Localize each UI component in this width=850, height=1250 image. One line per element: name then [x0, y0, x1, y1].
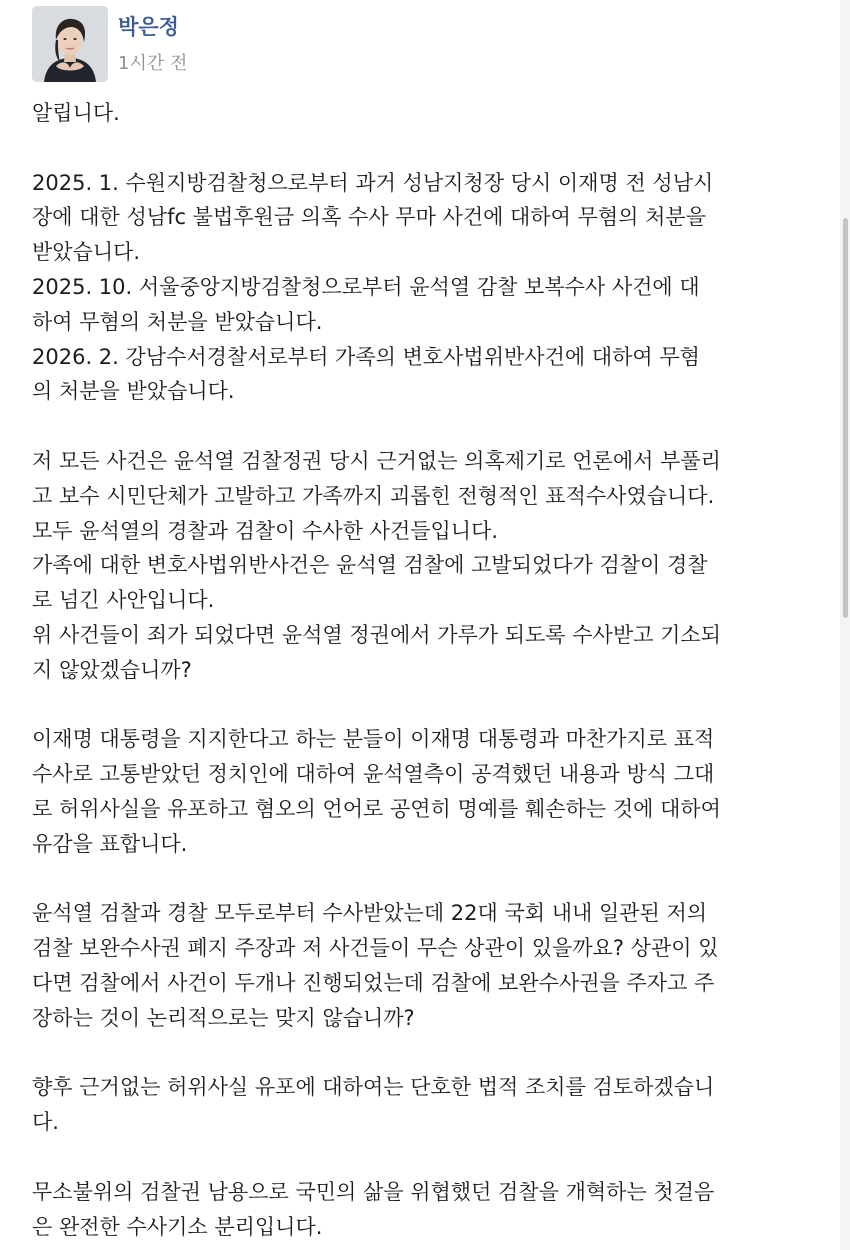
body-line: 2025. 10. 서울중앙지방검찰청으로부터 윤석열 감찰 보복수사 사건에 대	[32, 274, 700, 299]
body-line: 다면 검찰에서 사건이 두개나 진행되었는데 검찰에 보완수사권을 주자고 주	[32, 970, 715, 995]
post-timestamp[interactable]: 1시간 전	[118, 53, 188, 74]
paragraph-gap	[32, 1140, 818, 1175]
body-line: 가족에 대한 변호사법위반사건은 윤석열 검찰에 고발되었다가 검찰이 경찰	[32, 553, 708, 578]
body-line: 위 사건들이 죄가 되었다면 윤석열 정권에서 가루가 되도록 수사받고 기소되	[32, 622, 721, 647]
body-line: 무소불위의 검찰권 남용으로 국민의 삶을 위협했던 검찰을 개혁하는 첫걸음	[32, 1179, 715, 1204]
body-line: 이재명 대통령을 지지한다고 하는 분들이 이재명 대통령과 마찬가지로 표적	[32, 727, 715, 752]
body-line: 장에 대한 성남fc 불법후원금 의혹 수사 무마 사건에 대하여 무혐의 처분을	[32, 205, 706, 230]
paragraph-gap	[32, 1036, 818, 1071]
body-line: 저 모든 사건은 윤석열 검찰정권 당시 근거없는 의혹제기로 언론에서 부풀리	[32, 448, 721, 473]
body-line: 하여 무혐의 처분을 받았습니다.	[32, 309, 323, 334]
body-line: 다.	[32, 1110, 59, 1135]
paragraph-gap	[32, 409, 818, 444]
body-line: 로 허위사실을 유포하고 혐오의 언어로 공연히 명예를 훼손하는 것에 대하여	[32, 796, 721, 821]
body-line: 로 넘긴 사안입니다.	[32, 588, 215, 613]
body-line: 은 완전한 수사기소 분리입니다.	[32, 1214, 323, 1239]
paragraph-gap	[32, 131, 818, 166]
body-line: 윤석열 검찰과 경찰 모두로부터 수사받았는데 22대 국회 내내 일관된 저의	[32, 901, 708, 926]
scrollbar[interactable]	[840, 0, 850, 1250]
paragraph-reform	[32, 1175, 818, 1245]
paragraph-targeted-investigation	[32, 444, 818, 688]
author-name[interactable]: 박은정	[118, 15, 179, 39]
post-body	[32, 96, 818, 1244]
paragraph-announce	[32, 96, 818, 131]
paragraph-legal-action	[32, 1070, 818, 1140]
body-line: 의 처분을 받았습니다.	[32, 379, 235, 404]
avatar[interactable]	[32, 6, 108, 82]
body-line: 유감을 표합니다.	[32, 831, 188, 856]
body-line: 2026. 2. 강남수서경찰서로부터 가족의 변호사법위반사건에 대하여 무혐	[32, 344, 700, 369]
paragraph-supplementary-investigation	[32, 896, 818, 1035]
paragraph-regret	[32, 722, 818, 861]
body-line: 지 않았겠습니까?	[32, 657, 192, 682]
profile-photo-icon	[32, 6, 108, 82]
scrollbar-thumb[interactable]	[843, 218, 848, 618]
body-line: 장하는 것이 논리적으로는 맞지 않습니까?	[32, 1005, 415, 1030]
body-line: 검찰 보완수사권 폐지 주장과 저 사건들이 무슨 상관이 있을까요? 상관이 있	[32, 936, 719, 961]
body-line: 알립니다.	[32, 101, 120, 125]
body-line: 향후 근거없는 허위사실 유포에 대하여는 단호한 법적 조치를 검토하겠습니	[32, 1075, 715, 1100]
paragraph-gap	[32, 862, 818, 897]
body-line: 받았습니다.	[32, 240, 141, 265]
paragraph-gap	[32, 688, 818, 723]
post-header	[32, 6, 732, 86]
body-line: 모두 윤석열의 경찰과 검찰이 수사한 사건들입니다.	[32, 518, 499, 543]
body-line: 고 보수 시민단체가 고발하고 가족까지 괴롭힌 전형적인 표적수사였습니다.	[32, 483, 715, 508]
body-line: 수사로 고통받았던 정치인에 대하여 윤석열측이 공격했던 내용과 방식 그대	[32, 762, 715, 787]
body-line: 2025. 1. 수원지방검찰청으로부터 과거 성남지청장 당시 이재명 전 성남시	[32, 170, 714, 195]
paragraph-dispositions	[32, 166, 818, 410]
